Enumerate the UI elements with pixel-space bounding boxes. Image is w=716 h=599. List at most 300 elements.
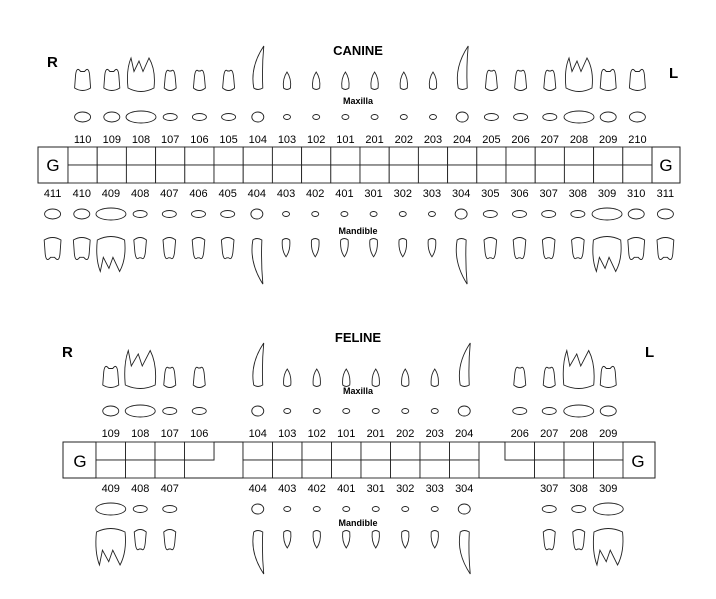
feline-upper-tooth-202 (402, 369, 409, 387)
canine-cell-203[interactable] (418, 147, 447, 165)
canine-cell-301[interactable] (360, 165, 389, 183)
canine-upper-occlusal-101 (342, 115, 349, 120)
canine-cell-401[interactable] (331, 165, 360, 183)
feline-cell-208[interactable] (564, 442, 594, 460)
canine-upper-occlusal-210 (629, 112, 645, 122)
feline-grid-cells (96, 442, 623, 478)
canine-upper-tooth-101 (342, 72, 349, 90)
feline-tooth-number: 308 (569, 483, 588, 495)
canine-tooth-number: 304 (451, 188, 471, 200)
canine-cell-310[interactable] (623, 165, 652, 183)
canine-upper-occlusal (75, 111, 646, 123)
feline-tooth-number: 402 (307, 483, 326, 495)
canine-tooth-number: 109 (102, 134, 121, 146)
canine-upper-occlusal-208 (564, 111, 594, 123)
feline-tooth-number: 107 (160, 428, 179, 440)
canine-cell-307[interactable] (535, 165, 564, 183)
canine-upper-occlusal-104 (252, 112, 264, 122)
feline-lower-tooth-309 (593, 529, 623, 566)
canine-lower-tooth-405 (221, 238, 234, 259)
feline-lower-tooth-408 (134, 530, 146, 550)
canine-tooth-number: 210 (628, 134, 647, 146)
feline-upper-teeth (103, 343, 617, 389)
canine-maxilla-label: Maxilla (342, 96, 374, 106)
canine-lower-tooth-303 (428, 239, 436, 257)
feline-cell-402[interactable] (302, 460, 332, 478)
feline-cell-309[interactable] (594, 460, 624, 478)
canine-upper-tooth-210 (629, 69, 645, 90)
canine-cell-204[interactable] (448, 147, 477, 165)
feline-cell-201[interactable] (361, 442, 391, 460)
canine-upper-occlusal-108 (126, 111, 156, 123)
feline-upper-tooth-101 (343, 369, 350, 387)
canine-lower-occlusal-406 (192, 211, 206, 218)
canine-cell-106[interactable] (185, 147, 214, 165)
feline-tooth-number: 206 (510, 428, 529, 440)
feline-upper-tooth-207 (543, 367, 555, 387)
feline-cell-303[interactable] (420, 460, 450, 478)
canine-tooth-number: 404 (247, 188, 267, 200)
feline-cell-209[interactable] (594, 442, 624, 460)
canine-lower-tooth-307 (542, 238, 555, 259)
feline-upper-tooth-107 (164, 367, 176, 387)
feline-cell-401[interactable] (332, 460, 362, 478)
canine-upper-tooth-202 (400, 72, 407, 90)
canine-upper-tooth-104 (253, 46, 264, 90)
feline-lower-occlusal-407 (163, 506, 177, 513)
canine-tooth-number: 309 (597, 188, 617, 200)
feline-cell-301[interactable] (361, 460, 391, 478)
canine-cell-303[interactable] (418, 165, 447, 183)
canine-tooth-number: 203 (423, 134, 443, 146)
feline-lower-occlusal-402 (313, 507, 320, 512)
canine-tooth-number: 308 (568, 188, 588, 200)
feline-upper-numbers (102, 428, 618, 440)
feline-upper-occlusal-103 (284, 409, 291, 414)
feline-tooth-number: 304 (455, 483, 474, 495)
canine-left-label: L (669, 65, 679, 82)
feline-upper-tooth-204 (459, 343, 470, 387)
feline-lower-tooth-302 (402, 531, 409, 549)
canine-lower-tooth-401 (341, 239, 349, 257)
feline-upper-tooth-104 (253, 343, 264, 387)
canine-tooth-number: 201 (365, 134, 384, 146)
feline-cell-403[interactable] (273, 460, 303, 478)
canine-grid-upper (68, 147, 652, 165)
feline-tooth-number: 309 (599, 483, 618, 495)
feline-tooth-number: 403 (278, 483, 297, 495)
canine-cell-306[interactable] (506, 165, 535, 183)
canine-tooth-number: 205 (482, 134, 501, 146)
feline-lower-occlusal-401 (343, 507, 350, 512)
feline-lower-occlusal (96, 503, 624, 515)
canine-tooth-number: 209 (599, 134, 618, 146)
feline-upper-occlusal-203 (431, 409, 438, 414)
feline-section (62, 330, 655, 574)
feline-cell-204[interactable] (450, 442, 480, 460)
canine-lower-tooth-302 (399, 239, 407, 257)
canine-cell-309[interactable] (594, 165, 623, 183)
canine-lower-teeth (44, 237, 674, 285)
feline-tooth-number: 301 (366, 483, 385, 495)
canine-cell-302[interactable] (389, 165, 418, 183)
feline-upper-occlusal-206 (513, 408, 527, 415)
canine-tooth-number: 208 (569, 134, 589, 146)
feline-cell-408[interactable] (126, 460, 156, 478)
canine-lower-tooth-404 (252, 239, 263, 285)
canine-tooth-number: 407 (160, 188, 179, 200)
feline-upper-tooth-203 (431, 369, 438, 387)
feline-tooth-number: 401 (337, 483, 356, 495)
canine-upper-occlusal-106 (192, 114, 206, 121)
feline-lower-tooth-304 (459, 531, 470, 575)
feline-tooth-number: 202 (396, 428, 415, 440)
canine-tooth-number: 103 (277, 134, 297, 146)
canine-upper-tooth-106 (193, 70, 205, 90)
canine-tooth-number: 102 (307, 134, 326, 146)
canine-cell-103[interactable] (272, 147, 301, 165)
canine-lower-tooth-408 (134, 238, 147, 259)
feline-cell-109[interactable] (96, 442, 126, 460)
feline-cell-103[interactable] (273, 442, 303, 460)
canine-lower-tooth-306 (513, 238, 526, 259)
feline-lower-occlusal-404 (252, 504, 264, 514)
feline-lower-occlusal-303 (431, 507, 438, 512)
feline-tooth-number: 208 (569, 428, 588, 440)
feline-lower-occlusal-301 (372, 507, 379, 512)
canine-tooth-number: 301 (364, 188, 383, 200)
feline-tooth-number: 302 (396, 483, 415, 495)
feline-upper-occlusal-109 (103, 406, 119, 416)
canine-tooth-number: 303 (422, 188, 442, 200)
canine-lower-occlusal-404 (251, 209, 263, 219)
canine-tooth-number: 104 (248, 134, 267, 146)
feline-mandible-label: Mandible (338, 518, 378, 528)
canine-tooth-number: 107 (161, 134, 180, 146)
canine-tooth-number: 411 (43, 188, 62, 200)
canine-cell-402[interactable] (302, 165, 331, 183)
feline-lower-tooth-303 (431, 531, 438, 549)
feline-cell-106[interactable] (185, 442, 215, 460)
canine-upper-occlusal-205 (484, 114, 498, 121)
canine-upper-numbers (74, 134, 647, 146)
feline-tooth-number: 203 (425, 428, 444, 440)
feline-upper-tooth-106 (193, 367, 205, 387)
canine-tooth-number: 408 (130, 188, 150, 200)
canine-lower-tooth-403 (282, 239, 290, 257)
feline-lower-occlusal-302 (402, 507, 409, 512)
canine-tooth-number: 403 (276, 188, 296, 200)
canine-lower-occlusal-311 (657, 209, 673, 219)
feline-cell-202[interactable] (391, 442, 421, 460)
feline-upper-occlusal-207 (542, 408, 556, 415)
canine-tooth-number: 207 (540, 134, 559, 146)
canine-upper-tooth-103 (283, 72, 290, 90)
canine-upper-tooth-108 (127, 58, 154, 92)
feline-tooth-number: 103 (278, 428, 297, 440)
canine-tooth-number: 108 (131, 134, 151, 146)
feline-tooth-number: 102 (307, 428, 326, 440)
feline-cell-302[interactable] (391, 460, 421, 478)
canine-cell-110[interactable] (68, 147, 97, 165)
canine-lower-tooth-308 (572, 238, 585, 259)
canine-cell-408[interactable] (126, 165, 155, 183)
feline-lower-tooth-307 (543, 530, 555, 550)
canine-upper-tooth-109 (104, 69, 120, 90)
feline-lower-occlusal-408 (133, 506, 147, 513)
canine-tooth-number: 405 (218, 188, 237, 200)
feline-lower-tooth-401 (343, 531, 350, 549)
feline-tooth-number: 207 (540, 428, 559, 440)
feline-cell-102[interactable] (302, 442, 332, 460)
canine-lower-occlusal-304 (455, 209, 467, 219)
feline-tooth-number: 307 (540, 483, 559, 495)
canine-tooth-number: 105 (219, 134, 238, 146)
canine-lower-tooth-402 (311, 239, 319, 257)
feline-lower-occlusal-403 (284, 507, 291, 512)
canine-lower-occlusal-402 (312, 212, 319, 217)
canine-cell-409[interactable] (97, 165, 126, 183)
feline-lower-occlusal-308 (572, 506, 586, 513)
feline-lower-tooth-308 (573, 530, 585, 550)
canine-cell-201[interactable] (360, 147, 389, 165)
canine-tooth-number: 106 (190, 134, 209, 146)
canine-gum-left-text: G (659, 156, 673, 175)
canine-cell-405[interactable] (214, 165, 243, 183)
canine-lower-occlusal-310 (628, 209, 644, 219)
canine-lower-occlusal-309 (592, 208, 622, 220)
feline-gum-right-text: G (73, 452, 87, 471)
feline-upper-occlusal-106 (192, 408, 206, 415)
canine-tooth-number: 402 (306, 188, 325, 200)
feline-tooth-number: 104 (248, 428, 267, 440)
canine-tooth-number: 305 (481, 188, 500, 200)
canine-upper-occlusal-203 (430, 115, 437, 120)
feline-left-label: L (645, 344, 655, 361)
feline-tooth-number: 101 (337, 428, 356, 440)
canine-upper-occlusal-103 (284, 115, 291, 120)
canine-mandible-label: Mandible (338, 226, 378, 236)
feline-tooth-number: 109 (101, 428, 120, 440)
feline-upper-tooth-208 (563, 351, 594, 389)
feline-upper-occlusal-208 (564, 405, 594, 417)
feline-cell-308[interactable] (564, 460, 594, 478)
canine-tooth-number: 310 (627, 188, 646, 200)
canine-tooth-number: 302 (393, 188, 412, 200)
feline-cell-407[interactable] (155, 460, 185, 478)
feline-upper-occlusal-102 (313, 409, 320, 414)
feline-grid (63, 442, 655, 478)
canine-lower-occlusal-308 (571, 211, 585, 218)
feline-lower-tooth-402 (313, 531, 320, 549)
canine-upper-occlusal-109 (104, 112, 120, 122)
canine-cell-107[interactable] (156, 147, 185, 165)
canine-cell-208[interactable] (564, 147, 593, 165)
feline-upper-tooth-209 (600, 366, 616, 387)
feline-upper-tooth-103 (284, 369, 291, 387)
feline-lower-teeth (96, 529, 623, 575)
feline-tooth-number: 408 (131, 483, 150, 495)
canine-cell-206[interactable] (506, 147, 535, 165)
canine-lower-numbers (44, 188, 674, 200)
canine-upper-tooth-209 (600, 69, 616, 90)
canine-gum-right-text: G (46, 156, 60, 175)
canine-upper-tooth-204 (457, 46, 468, 90)
feline-lower-occlusal-307 (542, 506, 556, 513)
feline-cell-203[interactable] (420, 442, 450, 460)
canine-lower-occlusal (45, 208, 674, 220)
canine-grid (38, 147, 680, 183)
feline-right-label: R (62, 344, 73, 361)
feline-tooth-number: 201 (366, 428, 385, 440)
feline-tooth-number: 108 (131, 428, 150, 440)
canine-right-label: R (47, 54, 58, 71)
canine-cell-101[interactable] (331, 147, 360, 165)
canine-cell-304[interactable] (448, 165, 477, 183)
feline-upper-tooth-201 (372, 369, 379, 387)
feline-upper-occlusal-209 (600, 406, 616, 416)
canine-upper-tooth-207 (544, 70, 556, 90)
canine-tooth-number: 202 (394, 134, 413, 146)
canine-upper-tooth-105 (223, 70, 235, 90)
canine-lower-occlusal-307 (542, 211, 556, 218)
feline-title: FELINE (334, 330, 382, 345)
canine-tooth-number: 409 (101, 188, 121, 200)
feline-cell-101[interactable] (332, 442, 362, 460)
canine-cell-404[interactable] (243, 165, 272, 183)
feline-cell-304[interactable] (450, 460, 480, 478)
feline-upper-occlusal-107 (163, 408, 177, 415)
canine-lower-tooth-310 (628, 238, 645, 260)
canine-lower-occlusal-407 (162, 211, 176, 218)
canine-upper-occlusal-207 (543, 114, 557, 121)
canine-upper-occlusal-107 (163, 114, 177, 121)
canine-cell-403[interactable] (272, 165, 301, 183)
feline-cell-108[interactable] (126, 442, 156, 460)
feline-tooth-number: 407 (160, 483, 179, 495)
feline-cell-307[interactable] (535, 460, 565, 478)
canine-cell-210[interactable] (623, 147, 652, 165)
canine-title: CANINE (333, 43, 383, 58)
canine-upper-tooth-206 (515, 70, 527, 90)
canine-lower-tooth-410 (73, 238, 90, 260)
canine-upper-tooth-102 (313, 72, 320, 90)
canine-lower-occlusal-403 (283, 212, 290, 217)
canine-lower-tooth-305 (484, 238, 497, 259)
canine-tooth-number: 110 (73, 134, 92, 146)
feline-upper-occlusal-104 (252, 406, 264, 416)
canine-section (38, 43, 680, 284)
canine-lower-tooth-311 (657, 238, 674, 260)
canine-lower-occlusal-411 (45, 209, 61, 219)
canine-upper-occlusal-202 (400, 115, 407, 120)
feline-lower-tooth-409 (96, 529, 126, 566)
canine-upper-occlusal-209 (600, 112, 616, 122)
feline-tooth-number: 209 (599, 428, 618, 440)
feline-tooth-number: 404 (248, 483, 267, 495)
canine-upper-tooth-107 (164, 70, 176, 90)
feline-cell-404[interactable] (243, 460, 273, 478)
canine-upper-tooth-208 (565, 58, 592, 92)
canine-cell-407[interactable] (156, 165, 185, 183)
canine-cell-105[interactable] (214, 147, 243, 165)
canine-cell-102[interactable] (302, 147, 331, 165)
canine-cell-305[interactable] (477, 165, 506, 183)
canine-tooth-number: 101 (336, 134, 355, 146)
canine-upper-occlusal-204 (456, 112, 468, 122)
canine-upper-tooth-205 (485, 70, 497, 90)
canine-upper-occlusal-105 (222, 114, 236, 121)
canine-cell-406[interactable] (185, 165, 214, 183)
canine-tooth-number: 204 (453, 134, 472, 146)
feline-maxilla-label: Maxilla (342, 386, 374, 396)
feline-upper-tooth-108 (125, 351, 156, 389)
canine-tooth-number: 307 (539, 188, 558, 200)
feline-upper-tooth-102 (313, 369, 320, 387)
canine-lower-occlusal-302 (399, 212, 406, 217)
canine-cell-209[interactable] (594, 147, 623, 165)
canine-lower-tooth-407 (163, 238, 176, 259)
feline-cell-107[interactable] (155, 442, 185, 460)
canine-lower-occlusal-405 (221, 211, 235, 218)
canine-cell-205[interactable] (477, 147, 506, 165)
feline-lower-occlusal-409 (96, 503, 126, 515)
canine-lower-tooth-301 (370, 239, 378, 257)
feline-tooth-number: 303 (425, 483, 444, 495)
canine-cell-108[interactable] (126, 147, 155, 165)
feline-cell-206[interactable] (505, 442, 535, 460)
feline-upper-occlusal-201 (372, 409, 379, 414)
canine-tooth-number: 410 (72, 188, 91, 200)
feline-lower-tooth-404 (253, 531, 264, 575)
canine-cell-308[interactable] (564, 165, 593, 183)
canine-lower-occlusal-410 (74, 209, 90, 219)
feline-upper-occlusal-204 (458, 406, 470, 416)
canine-upper-tooth-110 (75, 69, 91, 90)
canine-lower-tooth-304 (456, 239, 467, 285)
feline-cell-409[interactable] (96, 460, 126, 478)
feline-upper-occlusal-108 (125, 405, 155, 417)
feline-lower-occlusal-304 (458, 504, 470, 514)
feline-lower-tooth-407 (164, 530, 176, 550)
canine-cell-202[interactable] (389, 147, 418, 165)
feline-upper-occlusal-101 (343, 409, 350, 414)
canine-tooth-number: 206 (511, 134, 530, 146)
canine-tooth-number: 401 (335, 188, 354, 200)
feline-cell-207[interactable] (535, 442, 565, 460)
canine-lower-occlusal-408 (133, 211, 147, 218)
canine-cell-410[interactable] (68, 165, 97, 183)
canine-upper-occlusal-102 (313, 115, 320, 120)
canine-tooth-number: 406 (189, 188, 208, 200)
feline-upper-occlusal-202 (402, 409, 409, 414)
feline-gum-left-text: G (631, 452, 645, 471)
canine-tooth-number: 311 (656, 188, 675, 200)
feline-cell-104[interactable] (243, 442, 273, 460)
canine-upper-tooth-201 (371, 72, 378, 90)
canine-cell-207[interactable] (535, 147, 564, 165)
canine-lower-occlusal-305 (483, 211, 497, 218)
canine-upper-occlusal-201 (371, 115, 378, 120)
canine-lower-occlusal-409 (96, 208, 126, 220)
canine-lower-occlusal-401 (341, 212, 348, 217)
canine-cell-104[interactable] (243, 147, 272, 165)
feline-upper-occlusal (103, 405, 617, 417)
canine-cell-109[interactable] (97, 147, 126, 165)
feline-tooth-number: 204 (455, 428, 474, 440)
canine-lower-occlusal-306 (513, 211, 527, 218)
feline-lower-tooth-301 (372, 531, 379, 549)
